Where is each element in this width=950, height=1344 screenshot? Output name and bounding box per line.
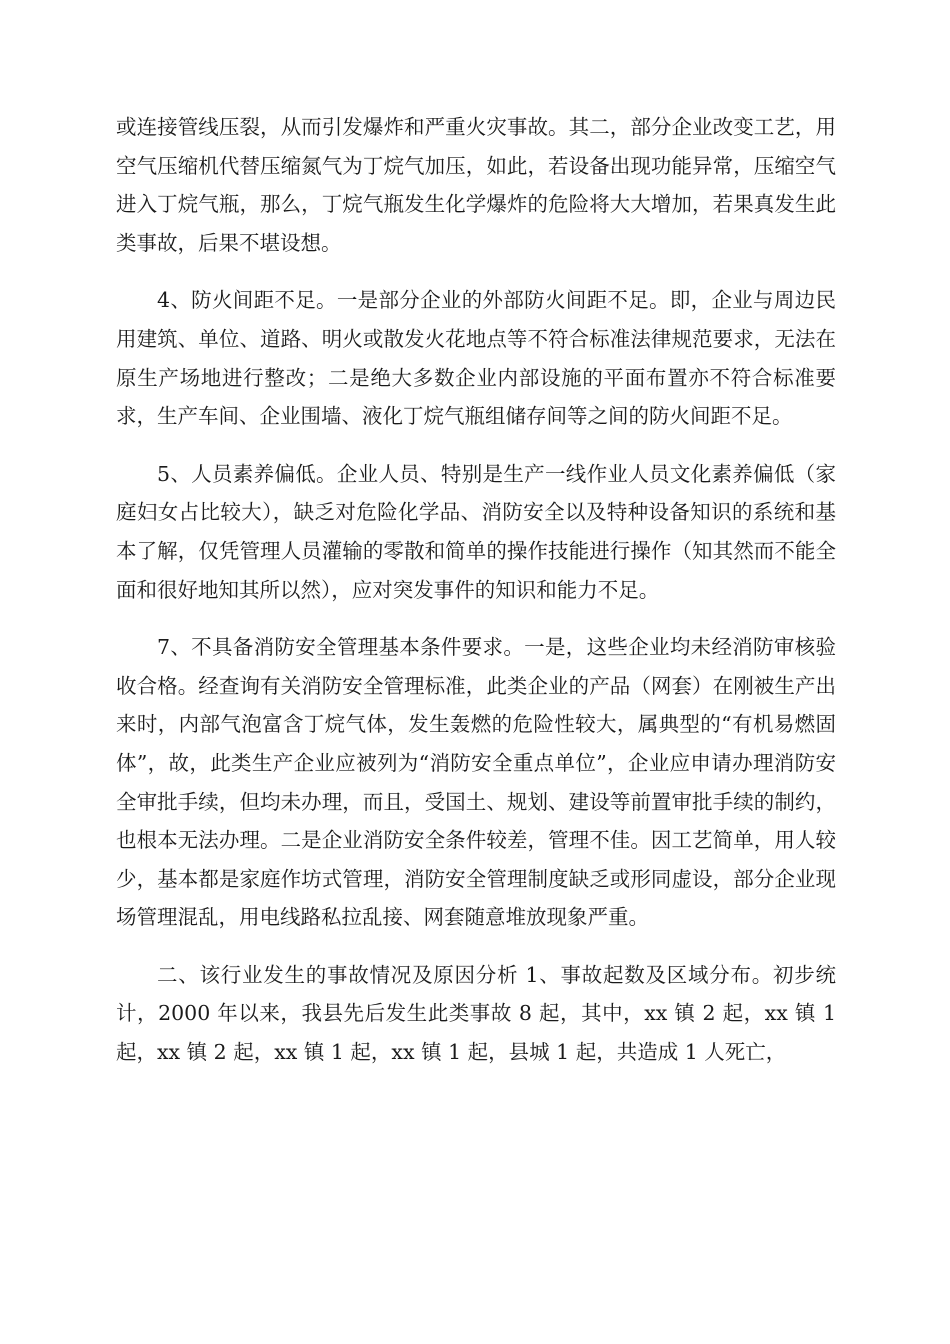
paragraph-staff-quality: 5、人员素养偏低。企业人员、特别是生产一线作业人员文化素养偏低（家庭妇女占比较大），缺乏对危险化学品、消防安全以及特种设备知识的系统和基本了解，仅凭管理人员灌输的零散和简单的操作技能进行操作（知其然而不能全面和很好地知其所以然），应对突发事件的知识和能力不足。 (116, 461, 836, 602)
paragraph-accident-analysis: 二、该行业发生的事故情况及原因分析 1、事故起数及区域分布。初步统计，2000 年以来，我县先后发生此类事故 8 起，其中，xx 镇 2 起，xx 镇 1 起，xx 镇 2 起，xx 镇 1 起，xx 镇 1 起，县城 1 起，共造成 1 人死亡， (116, 962, 836, 1065)
document-page (116, 108, 836, 1091)
paragraph-fire-spacing: 4、防火间距不足。一是部分企业的外部防火间距不足。即，企业与周边民用建筑、单位、道路、明火或散发火花地点等不符合标准法律规范要求，无法在原生产场地进行整改；二是绝大多数企业内部设施的平面布置亦不符合标准要求，生产车间、企业围墙、液化丁烷气瓶组储存间等之间的防火间距不足。 (116, 288, 836, 429)
paragraph-continuation: 或连接管线压裂，从而引发爆炸和严重火灾事故。其二，部分企业改变工艺，用空气压缩机代替压缩氮气为丁烷气加压，如此，若设备出现功能异常，压缩空气进入丁烷气瓶，那么，丁烷气瓶发生化学爆炸的危险将大大增加，若果真发生此类事故，后果不堪设想。 (116, 115, 836, 255)
paragraph-management-conditions: 7、不具备消防安全管理基本条件要求。一是，这些企业均未经消防审核验收合格。经查询有关消防安全管理标准，此类企业的产品（网套）在刚被生产出来时，内部气泡富含丁烷气体，发生轰燃的危险性较大，属典型的“有机易燃固体”，故，此类生产企业应被列为“消防安全重点单位”，企业应申请办理消防安全审批手续，但均未办理，而且，受国土、规划、建设等前置审批手续的制约，也根本无法办理。二是企业消防安全条件较差，管理不佳。因工艺简单，用人较少，基本都是家庭作坊式管理，消防安全管理制度缺乏或形同虚设，部分企业现场管理混乱，用电线路私拉乱接、网套随意堆放现象严重。 (116, 635, 836, 930)
